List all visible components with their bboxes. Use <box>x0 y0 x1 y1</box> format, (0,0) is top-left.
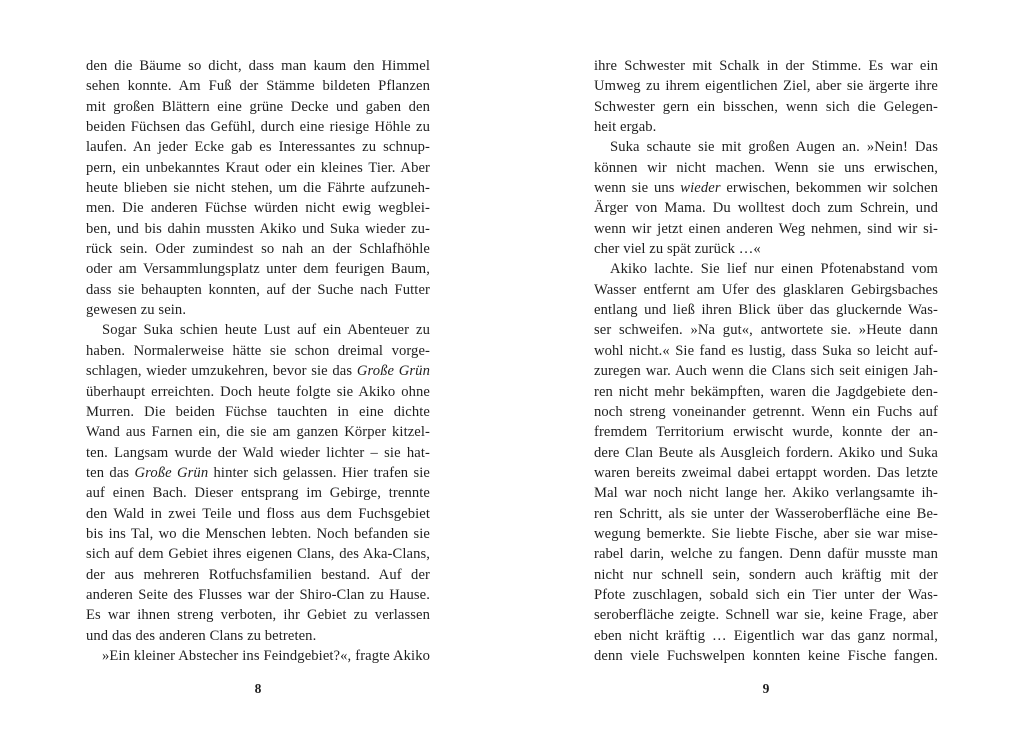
text-line <box>594 117 938 137</box>
page-left-number: 8 <box>254 681 262 697</box>
text-line <box>594 544 938 564</box>
italic-text: wieder <box>680 180 721 197</box>
text-line <box>86 239 430 259</box>
text-line <box>86 300 430 320</box>
text-segment: hinter sich gelassen. Hier trafen sie <box>208 464 430 481</box>
text-segment: heute blieben sie nicht stehen, um die Fährte aufzuneh- <box>86 180 430 197</box>
text-line <box>86 137 430 157</box>
text-line <box>594 585 938 605</box>
text-line <box>86 97 430 117</box>
text-segment: Akiko lachte. Sie lief nur einen Pfotenabstand vom <box>610 261 938 278</box>
text-line <box>594 361 938 381</box>
text-segment: Murren. Die beiden Füchse tauchten in eine dichte <box>86 403 430 420</box>
text-segment: ten. Langsam wurde der Wald wieder lichter – sie hat- <box>86 444 430 461</box>
text-line <box>86 178 430 198</box>
text-line <box>594 483 938 503</box>
text-segment: den die Bäume so dicht, dass man kaum den Himmel <box>86 58 430 74</box>
text-segment: gewesen zu sein. <box>86 302 187 319</box>
text-segment: ser schweifen. »Na gut«, antwortete sie. »Heute dann <box>594 322 938 339</box>
text-segment: pern, ein unbekanntes Kraut oder ein kleines Tier. Aber <box>86 159 430 176</box>
text-segment: auf einen Bach. Dieser entsprang im Gebirge, trennte <box>86 485 430 502</box>
text-segment: Es war ihnen streng verboten, ihr Gebiet zu verlassen <box>86 607 430 624</box>
text-line <box>594 341 938 361</box>
text-line <box>86 280 430 300</box>
text-segment: entlang und ließ ihren Blick über das gluckernde Was- <box>594 302 938 319</box>
text-segment: ihre Schwester mit Schalk in der Stimme. Es war ein <box>594 58 938 74</box>
text-segment: rabel darin, welche zu fangen. Denn dafür musste man <box>594 546 938 563</box>
text-segment: beiden Füchsen das Gefühl, durch eine riesige Höhle zu <box>86 119 430 136</box>
text-segment: haben. Normalerweise hätte sie schon dreimal vorge- <box>86 342 430 359</box>
text-line <box>86 504 430 524</box>
text-line <box>86 259 430 279</box>
text-segment: bis ins Tal, wo die Menschen lebten. Noch befanden sie <box>86 525 430 542</box>
text-segment: ben, und bis dahin mussten Akiko und Suka wieder zu- <box>86 220 430 237</box>
text-segment: anderen Seite des Flusses war der Shiro-Clan zu Hause. <box>86 586 430 603</box>
text-line <box>86 585 430 605</box>
text-segment: seroberfläche zeigte. Schnell war sie, keine Frage, aber <box>594 607 938 624</box>
text-segment: nicht nur schnell sein, sondern auch kräftig mit der <box>594 566 938 583</box>
text-line <box>86 483 430 503</box>
text-segment: dass sie behaupten konnten, auf der Suche nach Futter <box>86 281 430 298</box>
text-segment: können wir nicht machen. Wenn sie uns erwischen, <box>594 159 938 176</box>
text-segment: erwischen, bekommen wir solchen <box>720 180 938 197</box>
text-segment: laufen. An jeder Ecke gab es Interessantes zu schnup- <box>86 139 430 156</box>
text-segment: ren nicht mehr bekämpften, waren die Jagdgebiete den- <box>594 383 938 400</box>
text-line <box>594 280 938 300</box>
text-line <box>594 97 938 117</box>
text-line <box>594 178 938 198</box>
text-line <box>86 117 430 137</box>
text-line <box>86 443 430 463</box>
text-line <box>594 626 938 646</box>
text-line <box>86 56 430 76</box>
text-segment: zuregen war. Auch wenn die Clans sich seit einigen Jah- <box>594 363 938 380</box>
text-segment: fremdem Territorium erwischt wurde, konnte der an- <box>594 424 938 441</box>
text-line <box>86 382 430 402</box>
text-segment: sehen konnte. Am Fuß der Stämme bildeten Pflanzen <box>86 78 430 95</box>
text-line <box>594 320 938 340</box>
text-line <box>86 402 430 422</box>
text-segment: Ärger von Mama. Du wolltest doch zum Schrein, und <box>594 200 938 217</box>
text-segment: Mal war noch nicht lange her. Akiko verlangsamte ih- <box>594 485 938 502</box>
text-line <box>594 198 938 218</box>
text-line <box>594 646 938 666</box>
text-segment: ten das <box>86 464 135 481</box>
text-segment: rück sein. Oder zumindest so nah an der Schlafhöhle <box>86 241 430 258</box>
text-segment: Schwester gern ein bisschen, wenn sich die Gelegen- <box>594 98 938 115</box>
text-line <box>86 219 430 239</box>
text-line <box>86 158 430 178</box>
text-segment: eben nicht kräftig … Eigentlich war das ganz normal, <box>594 627 938 644</box>
text-line <box>594 443 938 463</box>
text-segment: heit ergab. <box>594 119 657 136</box>
page-right <box>594 56 938 697</box>
text-segment: noch streng voneinander getrennt. Wenn ein Fuchs auf <box>594 403 938 420</box>
text-segment: wenn wir jetzt einen anderen Weg nehmen, sind wir si- <box>594 220 938 237</box>
text-line <box>594 524 938 544</box>
text-segment: Wasser entfernt am Ufer des glasklaren Gebirgsbaches <box>594 281 938 298</box>
text-segment: cher viel zu spät zurück …« <box>594 241 761 258</box>
text-segment: Suka schaute sie mit großen Augen an. »Nein! Das <box>610 139 938 156</box>
text-line <box>594 158 938 178</box>
text-line <box>594 422 938 442</box>
text-segment: Wand aus Farnen ein, die sie am ganzen Körper kitzel- <box>86 424 430 441</box>
text-line <box>594 382 938 402</box>
text-line <box>86 320 430 340</box>
text-line <box>594 504 938 524</box>
text-segment: waren bereits zweimal dabei ertappt worden. Das letzte <box>594 464 938 481</box>
text-line <box>86 198 430 218</box>
text-line <box>594 300 938 320</box>
text-segment: men. Die anderen Füchse würden nicht ewig wegblei- <box>86 200 430 217</box>
text-line <box>594 76 938 96</box>
text-segment: Umweg zu ihrem eigentlichen Ziel, aber sie ärgerte ihre <box>594 78 938 95</box>
text-line <box>594 56 938 76</box>
text-line <box>86 626 430 646</box>
text-line <box>594 605 938 625</box>
text-segment: den Wald in zwei Teile und floss aus dem Fuchsgebiet <box>86 505 430 522</box>
text-line <box>86 544 430 564</box>
text-segment: sich auf dem Gebiet ihres eigenen Clans, des Aka-Clans, <box>86 546 430 563</box>
text-segment: mit großen Blättern eine grüne Decke und gaben den <box>86 98 430 115</box>
text-line <box>86 361 430 381</box>
text-segment: oder am Versammlungsplatz unter dem feurigen Baum, <box>86 261 430 278</box>
italic-text: Große Grün <box>356 363 430 380</box>
text-line <box>594 259 938 279</box>
text-segment: wenn sie uns <box>594 180 681 197</box>
page-right-text <box>594 56 938 666</box>
text-segment: dere Clan Beute als Ausgleich fordern. Akiko und Suka <box>594 444 938 461</box>
page-left-text <box>86 56 430 666</box>
text-line <box>594 239 938 259</box>
text-line <box>594 402 938 422</box>
text-segment: schlagen, wieder umzukehren, bevor sie das <box>86 363 357 380</box>
text-line <box>86 422 430 442</box>
text-line <box>594 137 938 157</box>
text-segment: überhaupt erreichten. Doch heute folgte sie Akiko ohne <box>86 383 430 400</box>
text-segment: Sogar Suka schien heute Lust auf ein Abenteuer zu <box>102 322 430 339</box>
text-line <box>594 565 938 585</box>
text-line <box>86 565 430 585</box>
text-line <box>86 341 430 361</box>
text-segment: ren Schritt, als sie unter der Wasseroberfläche eine Be- <box>594 505 938 522</box>
text-line <box>594 219 938 239</box>
text-segment: der aus mehreren Rotfuchsfamilien bestand. Auf der <box>86 566 430 583</box>
italic-text: Große Grün <box>134 464 209 481</box>
text-segment: wohl nicht.« Sie fand es lustig, dass Suka so leicht auf- <box>594 342 938 359</box>
page-left <box>86 56 430 697</box>
text-line <box>86 646 430 666</box>
page-right-number: 9 <box>762 681 770 697</box>
text-segment: wegung bemerkte. Sie liebte Fische, aber sie war mise- <box>594 525 938 542</box>
text-line <box>86 463 430 483</box>
text-segment: »Ein kleiner Abstecher ins Feindgebiet?«, fragte Akiko <box>102 647 430 664</box>
text-line <box>86 605 430 625</box>
text-segment: denn viele Fuchswelpen konnten keine Fische fangen. <box>594 647 938 664</box>
text-segment: und das des anderen Clans zu betreten. <box>86 627 317 644</box>
text-line <box>594 463 938 483</box>
text-segment: Pfote zuschlagen, sobald sich ein Tier unter der Was- <box>594 586 938 603</box>
text-line <box>86 524 430 544</box>
text-line <box>86 76 430 96</box>
